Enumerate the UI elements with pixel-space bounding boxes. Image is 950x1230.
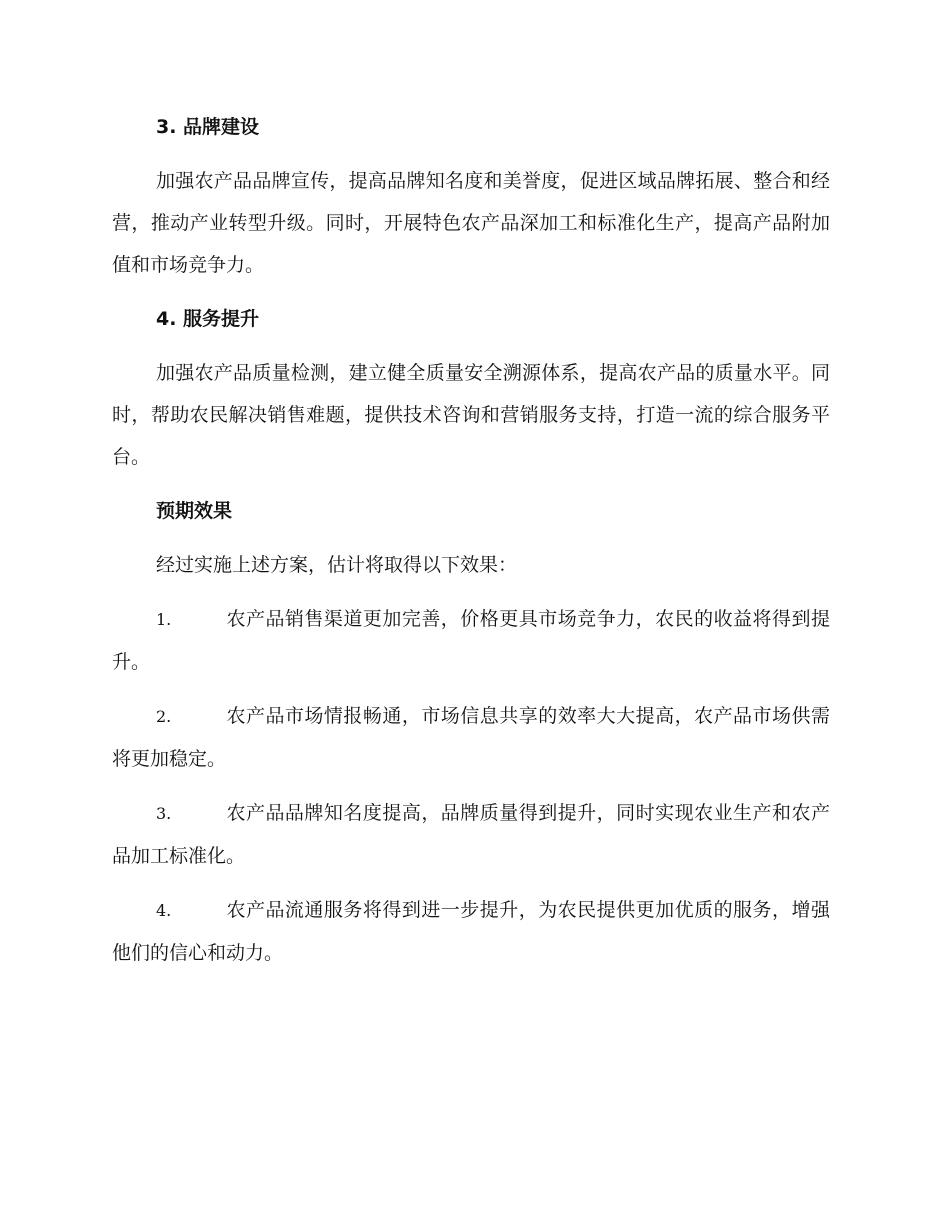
section-heading-service: 4. 服务提升 bbox=[156, 308, 260, 330]
section-paragraph-brand: 加强农产品品牌宣传，提高品牌知名度和美誉度，促进区域品牌拓展、整合和经营，推动产业转型升级。同时，开展特色农产品深加工和标准化生产，提高产品附加值和市场竞争力。 bbox=[112, 170, 830, 276]
list-number: 1. bbox=[156, 610, 172, 629]
document-content bbox=[112, 106, 830, 986]
section-heading-brand: 3. 品牌建设 bbox=[156, 116, 260, 138]
list-number: 2. bbox=[156, 707, 172, 726]
effects-list-item-1 bbox=[112, 598, 830, 683]
effects-list-item-4 bbox=[112, 889, 830, 974]
effects-intro: 经过实施上述方案，估计将取得以下效果： bbox=[156, 554, 518, 576]
effects-list-item-2 bbox=[112, 695, 830, 780]
list-number: 4. bbox=[156, 901, 172, 920]
list-text: 农产品流通服务将得到进一步提升，为农民提供更加优质的服务，增强他们的信心和动力。 bbox=[112, 899, 830, 964]
effects-heading: 预期效果 bbox=[156, 500, 233, 522]
list-text: 农产品品牌知名度提高，品牌质量得到提升，同时实现农业生产和农产品加工标准化。 bbox=[112, 802, 830, 867]
section-paragraph-service: 加强农产品质量检测，建立健全质量安全溯源体系，提高农产品的质量水平。同时，帮助农民解决销售难题，提供技术咨询和营销服务支持，打造一流的综合服务平台。 bbox=[112, 362, 830, 468]
list-text: 农产品销售渠道更加完善，价格更具市场竞争力，农民的收益将得到提升。 bbox=[112, 608, 830, 673]
list-text: 农产品市场情报畅通，市场信息共享的效率大大提高，农产品市场供需将更加稳定。 bbox=[112, 705, 830, 770]
list-number: 3. bbox=[156, 804, 172, 823]
effects-list-item-3 bbox=[112, 792, 830, 877]
